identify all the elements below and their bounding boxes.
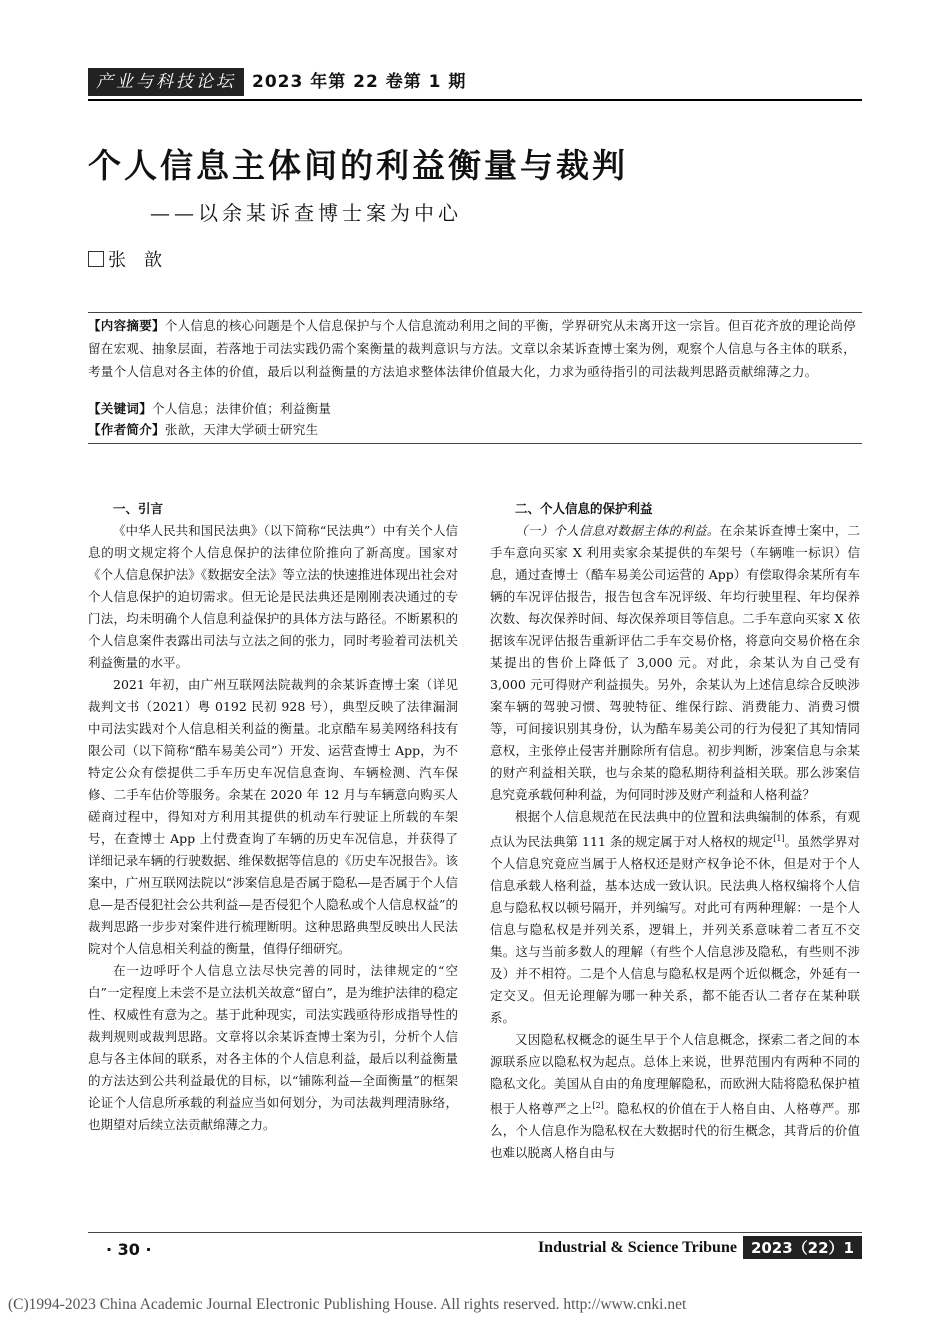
abstract-bottom-rule: [88, 443, 862, 444]
year-issue-badge: 2023（22）1: [743, 1236, 862, 1259]
keywords-label: 【关键词】: [88, 401, 153, 416]
section-1-heading: 一、引言: [113, 501, 164, 516]
keywords: [88, 397, 862, 420]
copyright-notice: (C)1994-2023 China Academic Journal Electronic Publishing House. All rights reserved. http://www.cnki.net: [8, 1296, 687, 1313]
header-divider: [88, 99, 862, 101]
paragraph: 《中华人民共和国民法典》（以下简称“民法典”）中有关个人信息的明文规定将个人信息保护的法律位阶推向了新高度。国家对《个人信息保护法》《数据安全法》等立法的快速推进体现出社会对个人信息保护的迫切需求。但无论是民法典还是刚刚表决通过的专门法，均未明确个人信息利益保护的具体方法与路径。不断累积的个人信息案件表露出司法与立法之间的张力，同时考验着司法机关利益衡量的水平。: [88, 523, 458, 670]
author-name: 张 歆: [108, 250, 162, 271]
subsection-heading: （一）个人信息对数据主体的利益。: [515, 523, 720, 538]
abstract-text: 个人信息的核心问题是个人信息保护与个人信息流动利用之间的平衡，学界研究从未离开这一宗旨。但百花齐放的理论尚停留在宏观、抽象层面，若落地于司法实践仍需个案衡量的裁判意识与方法。文章以余某诉查博士案为例，观察个人信息与各主体的联系，考量个人信息对各主体的价值，最后以利益衡量的方法追求整体法律价值最大化，力求为亟待指引的司法裁判思路贡献绵薄之力。: [88, 318, 857, 379]
issue-info: 2023 年第 22 卷第 1 期: [252, 72, 467, 92]
footer-journal: [538, 1236, 862, 1259]
left-column: [88, 498, 458, 1136]
citation-ref: [1]: [773, 834, 785, 843]
abstract: [88, 314, 862, 383]
paragraph: 又因隐私权概念的诞生早于个人信息概念，探索二者之间的本源联系应以隐私权为起点。总体上来说，世界范围内有两种不同的隐私文化。美国从自由的角度理解隐私，而欧洲大陆将隐私保护植根于人格尊严之上[2]。隐私权的价值在于人格自由、人格尊严。那么，个人信息作为隐私权在大数据时代的衍生概念，其背后的价值也难以脱离人格自由与: [490, 1032, 860, 1161]
journal-english-name: Industrial & Science Tribune: [537, 1238, 737, 1256]
paragraph: 2021 年初，由广州互联网法院裁判的余某诉查博士案（详见裁判文书（2021）粤 0192 民初 928 号），典型反映了法律漏洞中司法实践对个人信息相关利益的衡量。北京酷车易美网络科技有限公司（以下简称“酷车易美公司”）开发、运营查博士 App，为不特定公众有偿提供二手车历史车况信息查询、车辆检测、汽车保修、二手车估价等服务。余某在 2020 年 12 月与车辆意向购买人磋商过程中，得知对方利用其提供的机动车行驶证上所载的车架号，在查博士 App 上付费查询了车辆的历史车况信息，并获得了详细记录车辆的行驶数据、维保数据等信息的《历史车况报告》。该案中，广州互联网法院以“涉案信息是否属于隐私—是否属于个人信息—是否侵犯社会公共利益—是否侵犯个人隐私或个人信息权益”的裁判思路一步步对案件进行梳理断明。这种思路典型反映出人民法院对个人信息相关利益的衡量，值得仔细研究。: [88, 677, 458, 956]
journal-badge: 产业与科技论坛: [88, 68, 244, 96]
footer-divider: [88, 1232, 862, 1233]
author-bio-label: 【作者简介】: [88, 422, 165, 437]
author-bio-text: 张歆，天津大学硕士研究生: [164, 422, 319, 437]
author-bio: [88, 418, 862, 441]
abstract-top-rule: [88, 312, 862, 313]
paragraph: 在一边呼吁个人信息立法尽快完善的同时，法律规定的“空白”一定程度上未尝不是立法机关故意“留白”，是为维护法律的稳定性、权威性有意为之。基于此种现实，司法实践亟待形成指导性的裁判规则或裁判思路。文章将以余某诉查博士案为引，分析个人信息与各主体间的联系，对各主体的个人信息利益，最后以利益衡量的方法达到公共利益最优的目标，以“铺陈利益—全面衡量”的框架论证个人信息所承载的利益应当如何划分，为司法裁判理清脉络，也期望对后续立法贡献绵薄之力。: [88, 963, 458, 1132]
abstract-label: 【内容摘要】: [88, 318, 165, 333]
paragraph: 根据个人信息规范在民法典中的位置和法典编制的体系，有观点认为民法典第 111 条的规定属于对人格权的规定[1]。虽然学界对个人信息究竟应当属于人格权还是财产权争论不休，但是对于个人信息承载人格利益，基本达成一致认识。民法典人格权编将个人信息与隐私权以顿号隔开，并列编写。对此可有两种理解：一是个人信息与隐私权是并列关系，逻辑上，并列关系意味着二者互不交集。这与当前多数人的理解（有些个人信息涉及隐私，有些则不涉及）并不相符。二是个人信息与隐私权是两个近似概念，外延有一定交叉。但无论理解为哪一种关系，都不能否认二者存在某种联系。: [490, 809, 860, 1026]
author-line: [88, 246, 162, 272]
right-column: [490, 498, 860, 1164]
paragraph: （一）个人信息对数据主体的利益。在余某诉查博士案中，二手车意向买家 X 利用卖家余某提供的车架号（车辆唯一标识）信息，通过查博士（酷车易美公司运营的 App）有偿取得余某所有车辆的车况评估报告，报告包含车况评级、年均行驶里程、年均保养次数、每次保养时间、每次保养项目等信息。二手车意向买家 X 依据该车况评估报告重新评估二手车交易价格，将意向交易价格在余某提出的售价上降低了 3,000 元。对此，余某认为自己受有 3,000 元可得财产利益损失。另外，余某认为上述信息综合反映涉案车辆的驾驶习惯、驾驶特征、维保行踪、消费能力、消费习惯等，可间接识别其身份，认为酷车易美公司的行为侵犯了其知情同意权，主张停止侵害并删除所有信息。初步判断，涉案信息与余某的财产利益相关联，也与余某的隐私期待利益相关联。那么涉案信息究竟承载何种利益，为何同时涉及财产利益和人格利益？: [490, 523, 860, 802]
keywords-text: 个人信息；法律价值；利益衡量: [152, 401, 332, 416]
section-2-heading: 二、个人信息的保护利益: [515, 501, 653, 516]
page-number: · 30 ·: [106, 1240, 152, 1259]
article-title: 个人信息主体间的利益衡量与裁判: [88, 146, 628, 185]
citation-ref: [2]: [592, 1101, 604, 1111]
checkbox-icon: [88, 251, 104, 267]
article-subtitle: ——以余某诉查博士案为中心: [150, 201, 462, 225]
journal-header: [88, 68, 466, 96]
